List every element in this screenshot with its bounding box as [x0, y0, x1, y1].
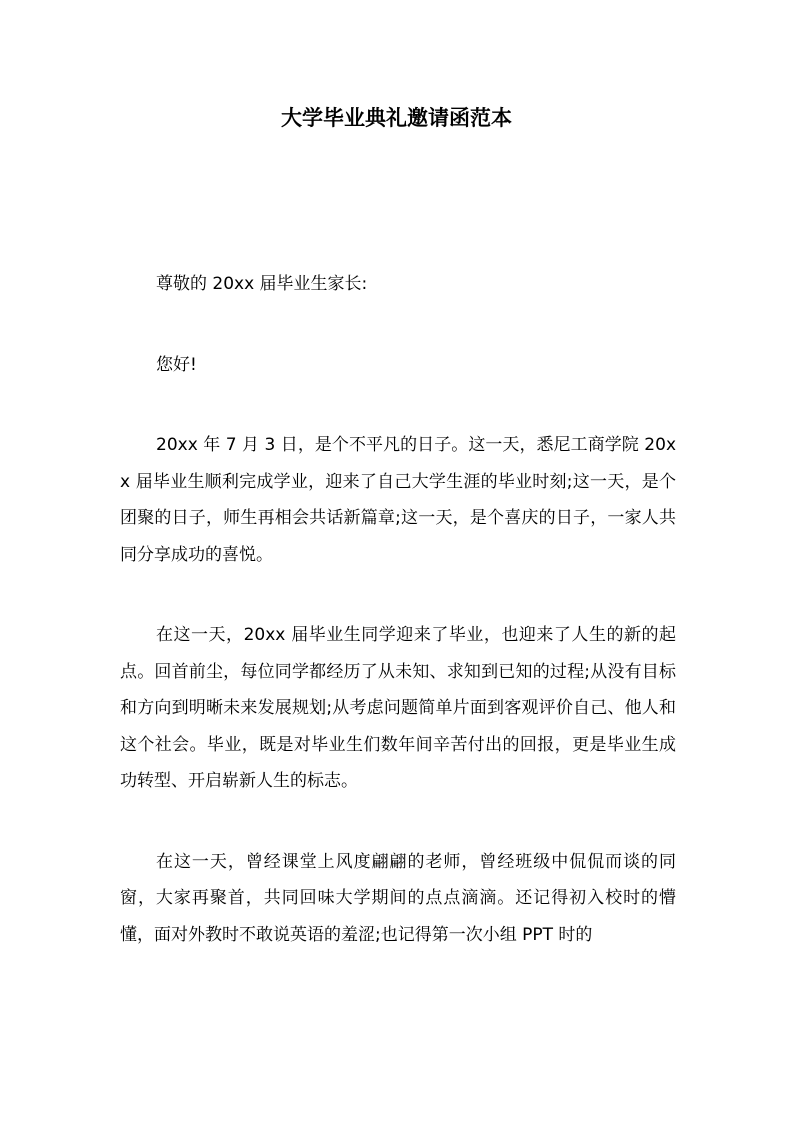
paragraph-reunion: 在这一天，曾经课堂上风度翩翩的老师，曾经班级中侃侃而谈的同窗，大家再聚首，共同回味大学期间的点点滴滴。还记得初入校时的懵懂，面对外教时不敢说英语的羞涩;也记得第一次小组 PPT 时的	[120, 851, 676, 945]
paragraph-graduation: 在这一天，20xx 届毕业生同学迎来了毕业，也迎来了人生的新的起点。回首前尘，每位同学都经历了从未知、求知到已知的过程;从没有目标和方向到明晰未来发展规划;从考虑问题简单片面到客观评价自己、他人和这个社会。毕业，既是对毕业生们数年间辛苦付出的回报，更是毕业生成功转型、开启崭新人生的标志。	[120, 625, 676, 791]
document-title: 大学毕业典礼邀请函范本	[281, 106, 512, 130]
paragraph-date: 20xx 年 7 月 3 日，是个不平凡的日子。这一天，悉尼工商学院 20xx 届毕业生顺利完成学业，迎来了自己大学生涯的毕业时刻;这一天，是个团聚的日子，师生再相会共话新篇章;这一天，是个喜庆的日子，一家人共同分享成功的喜悦。	[120, 435, 676, 565]
document-body	[120, 266, 676, 953]
salutation: 尊敬的 20xx 届毕业生家长:	[156, 274, 368, 294]
greeting: 您好!	[156, 354, 197, 375]
